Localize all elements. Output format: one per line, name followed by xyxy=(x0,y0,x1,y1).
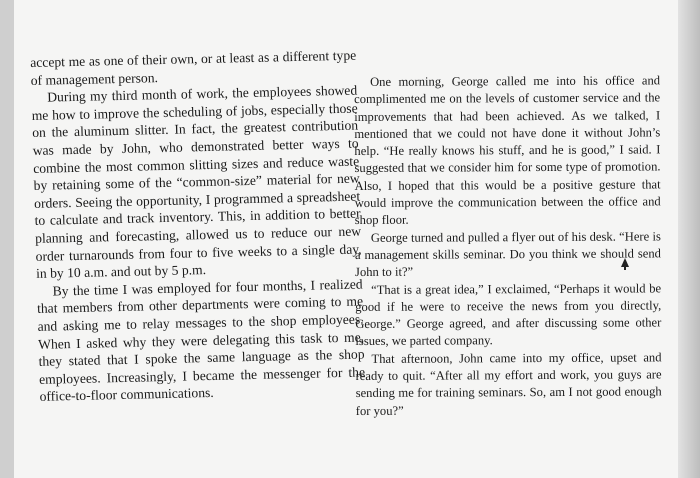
mouse-pointer-icon xyxy=(621,258,629,267)
background-right-edge xyxy=(678,0,700,478)
paragraph: accept me as one of their own, or at least as a different type of management person. xyxy=(30,47,357,88)
paragraph: During my third month of work, the employees showed me how to improve the scheduling of jobs, especially those on the aluminum slitter. In fact, the greatest contribution was made by John, who demonstrated better ways to combine the most common slitting sizes and reduce waste by retaining some of the “common-size” material for new orders. Seeing the opportunity, I programmed a spreadsheet to calculate and track inventory. This, in addition to better planning and forecasting, allowed us to reduce our new order turnarounds from four to five weeks to a single day, in by 10 a.m. and out by 5 p.m. xyxy=(31,82,362,282)
paragraph: By the time I was employed for four months, I realized that members from other departments were coming to me and asking me to relay messages to the shop employees. When I asked why they were delegating this task to me, they stated that I spoke the same language as the shop employees. Increasingly, I became the messenger for the office-to-floor communications. xyxy=(36,276,366,405)
paragraph: One morning, George called me into his office and complimented me on the levels of customer service and the improvements that had been achieved. As we talked, I mentioned that we could not have done it without John’s help. “He really knows his stuff, and he is good,” I said. I suggested that we consider him for some type of promotion. Also, I hoped that this would be a positive gesture that would improve the communication between the office and shop floor. xyxy=(354,73,661,228)
paragraph: That afternoon, John came into my office, upset and ready to quit. “After all my effort and work, you guys are sending me for training seminars. So, am I not good enough for you?” xyxy=(355,350,662,418)
paragraph: George turned and pulled a flyer out of his desk. “Here is a management skills seminar. Do you think we should send John to it?” xyxy=(354,229,661,280)
paragraph: “That is a great idea,” I exclaimed, “Perhaps it would be good if he were to receive the news from you directly, George.” George agreed, and after discussing some other issues, we parted company. xyxy=(355,280,662,349)
background-left-edge xyxy=(0,0,14,478)
book-page xyxy=(14,0,678,478)
left-text-column xyxy=(30,47,366,406)
right-text-column xyxy=(354,72,662,420)
